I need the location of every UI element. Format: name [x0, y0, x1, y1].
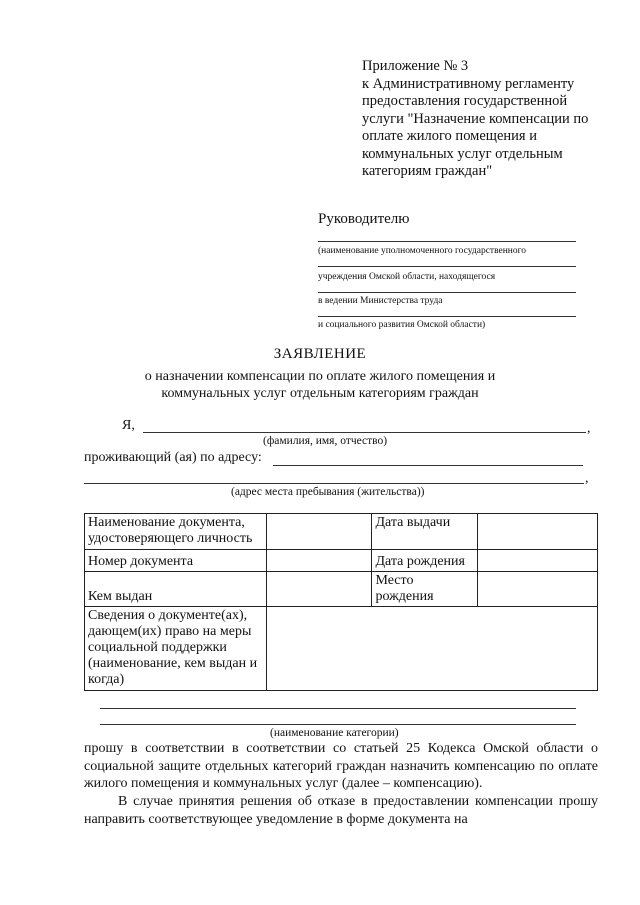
recipient-caption: в ведении Министерства труда [318, 296, 443, 306]
category-field-line2[interactable] [100, 724, 576, 725]
category-field[interactable] [100, 708, 576, 709]
document-subtitle: коммунальных услуг отдельным категориям граждан [161, 386, 479, 401]
birth-place-label: Место рождения [372, 572, 478, 607]
request-paragraph: прошу в соответствии в соответствии со статьей 25 Кодекса Омской области о социальной защите отдельных категорий граждан назначить компенсацию по оплате жилого помещения и коммунальных услуг (далее – компенсацию). [84, 741, 598, 791]
issue-date-label: Дата выдачи [372, 514, 478, 550]
appendix-line: оплате жилого помещения и [362, 128, 537, 144]
support-docs-value[interactable] [266, 607, 597, 691]
address-field[interactable] [273, 465, 583, 466]
appendix-line: услуги "Назначение компенсации по [362, 110, 589, 127]
doc-number-value[interactable] [266, 550, 372, 572]
recipient-caption: (наименование уполномоченного государственного [318, 246, 527, 256]
appendix-header [362, 58, 622, 181]
address-caption: (адрес места пребывания (жительства)) [231, 486, 425, 498]
comma: , [587, 421, 591, 436]
recipient-caption: учреждения Омской области, находящегося [318, 272, 496, 282]
recipient-line[interactable] [318, 316, 576, 317]
appendix-line: предоставления государственной [362, 93, 568, 109]
refusal-paragraph: В случае принятия решения об отказе в предоставлении компенсации прошу направить соответствующее уведомление в форме документа на [84, 794, 598, 827]
issued-by-value[interactable] [266, 572, 372, 607]
full-name-field[interactable] [143, 432, 586, 433]
document-subtitle: о назначении компенсации по оплате жилого помещения и [144, 369, 496, 384]
full-name-caption: (фамилия, имя, отчество) [263, 435, 388, 447]
doc-name-label: Наименование документа, удостоверяющего личность [85, 514, 267, 550]
address-label: проживающий (ая) по адресу: [84, 450, 262, 465]
appendix-line: к Административному регламенту [362, 75, 575, 92]
appendix-line: категориям граждан" [362, 163, 493, 179]
birth-date-value[interactable] [478, 550, 598, 572]
birth-place-value[interactable] [478, 572, 598, 607]
doc-name-value[interactable] [266, 514, 372, 550]
doc-number-label: Номер документа [85, 550, 267, 572]
document-title: ЗАЯВЛЕНИЕ [273, 346, 367, 362]
identity-document-table [84, 513, 598, 691]
recipient-line[interactable] [318, 241, 576, 242]
support-docs-label: Сведения о документе(ах), дающем(их) право на меры социальной поддержки (наименование, кем выдан и когда) [85, 607, 267, 691]
recipient-label: Руководителю [318, 211, 410, 227]
category-caption: (наименование категории) [270, 727, 399, 739]
recipient-line[interactable] [318, 266, 576, 267]
issued-by-label: Кем выдан [85, 572, 267, 607]
address-field-line2[interactable] [84, 483, 584, 484]
comma: , [585, 471, 589, 486]
birth-date-label: Дата рождения [372, 550, 478, 572]
issue-date-value[interactable] [478, 514, 598, 550]
recipient-caption: и социального развития Омской области) [318, 320, 486, 330]
appendix-line: Приложение № 3 [362, 58, 469, 74]
appendix-line: коммунальных услуг отдельным [362, 145, 563, 162]
recipient-line[interactable] [318, 292, 576, 293]
applicant-i-label: Я, [122, 418, 135, 433]
